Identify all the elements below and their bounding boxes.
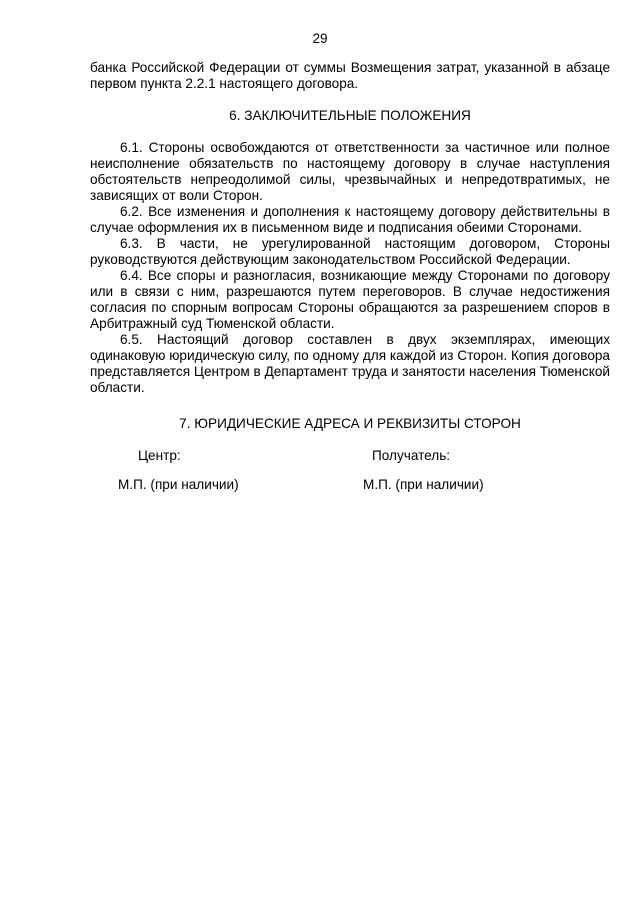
intro-text: банка Российской Федерации от суммы Возмещения затрат, указанной в абзаце первом пункта 2.2.1 настоящего договора.: [90, 60, 610, 91]
clause-6-1: 6.1. Стороны освобождаются от ответственности за частичное или полное неисполнение обязательств по настоящему договору в случае наступления обстоятельств непреодолимой силы, чрезвычайных и непредотвратимых, не зависящих от воли Сторон.: [90, 140, 610, 203]
clause-6-2: 6.2. Все изменения и дополнения к настоящему договору действительны в случае оформления их в письменном виде и подписания обеими Сторонами.: [90, 204, 610, 235]
center-seal-placeholder: М.П. (при наличии): [118, 477, 239, 492]
recipient-party-label: Получатель:: [372, 448, 451, 463]
section-7-heading: 7. ЮРИДИЧЕСКИЕ АДРЕСА И РЕКВИЗИТЫ СТОРОН: [179, 416, 521, 431]
section-6-heading: 6. ЗАКЛЮЧИТЕЛЬНЫЕ ПОЛОЖЕНИЯ: [229, 108, 471, 123]
clause-6-4: 6.4. Все споры и разногласия, возникающие между Сторонами по договору или в связи с ним, разрешаются путем переговоров. В случае недостижения согласия по спорным вопросам Стороны обращаются за разрешением споров в Арбитражный суд Тюменской области.: [90, 268, 610, 331]
page-number: 29: [312, 31, 328, 46]
center-party-label: Центр:: [138, 448, 181, 463]
recipient-seal-placeholder: М.П. (при наличии): [363, 477, 484, 492]
intro-paragraph: [90, 60, 610, 92]
clause-6-3: 6.3. В части, не урегулированной настоящим договором, Стороны руководствуются действующим законодательством Российской Федерации.: [90, 236, 610, 267]
section-6-body: [90, 140, 610, 396]
clause-6-5: 6.5. Настоящий договор составлен в двух экземплярах, имеющих одинаковую юридическую силу, по одному для каждой из Сторон. Копия договора представляется Центром в Департамент труда и занятости населения Тюменской области.: [90, 332, 610, 395]
